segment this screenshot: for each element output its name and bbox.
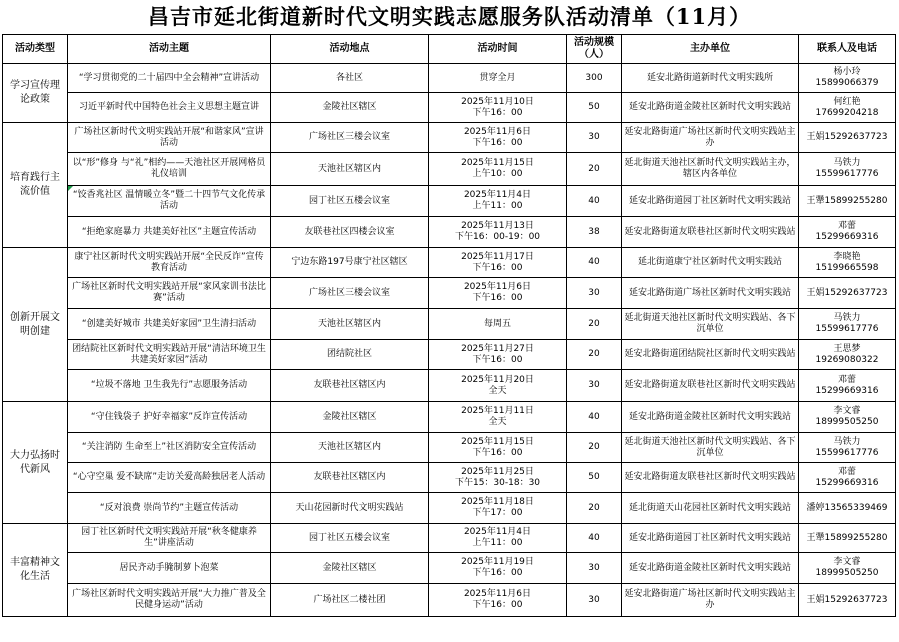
time-line: 下午16：00 [472, 447, 523, 458]
topic-cell: “关注消防 生命至上”社区消防安全宣传活动 [68, 433, 271, 463]
table-row [3, 433, 896, 463]
host-cell: 延安北路街道友联巷社区新时代文明实践站 [622, 370, 799, 402]
table-row [3, 123, 896, 153]
contact-line: 15599617776 [815, 169, 879, 179]
category-cell: 大力弘扬时代新风 [3, 402, 68, 524]
time-line: 全天 [488, 417, 507, 427]
table-row [3, 186, 896, 217]
contact-line: 李文睿 [833, 557, 861, 567]
time-line: 2025年11月4日 [463, 527, 532, 537]
time-line: 贯穿全月 [479, 72, 516, 83]
location-cell: 园丁社区五楼会议室 [271, 186, 429, 217]
time-line: 2025年11月6日 [463, 589, 532, 599]
time-line: 下午15：30-18：30 [454, 477, 541, 488]
time-cell [429, 584, 567, 617]
host-cell: 延安北路街道金陵社区新时代文明实践站 [622, 553, 799, 584]
host-cell: 延北街道天山花园社区新时代文明实践站 [622, 493, 799, 524]
contact-line: 17699204218 [815, 107, 879, 118]
time-cell [429, 402, 567, 433]
scale-cell: 20 [567, 309, 622, 340]
contact-cell [799, 433, 896, 463]
scale-cell: 40 [567, 248, 622, 278]
header-category: 活动类型 [3, 35, 68, 64]
contact-line: 马铁力 [833, 158, 861, 168]
topic-cell: “反对浪费 崇尚节约”主题宣传活动 [68, 493, 271, 524]
table-row [3, 524, 896, 553]
contact-cell [799, 123, 896, 153]
table-row [3, 217, 896, 248]
time-line: 上午11：00 [472, 538, 523, 548]
time-line: 下午16：00 [472, 293, 523, 303]
host-cell: 延北街道天池社区新时代文明实践站、各下沉单位 [622, 433, 799, 463]
time-line: 下午16：00 [472, 137, 523, 148]
topic-cell: 团结院社区新时代文明实践站开展“清洁环境卫生 共建美好家园”活动 [68, 340, 271, 370]
contact-cell [799, 493, 896, 524]
time-cell [429, 217, 567, 248]
topic-cell: 园丁社区新时代文明实践站开展“秋冬健康养生”讲座活动 [68, 524, 271, 553]
scale-cell: 38 [567, 217, 622, 248]
time-line: 下午17：00 [472, 508, 523, 518]
category-cell: 创新开展文明创建 [3, 248, 68, 402]
time-line: 2025年11月11日 [461, 406, 534, 416]
host-cell: 延安北路街道友联巷社区新时代文明实践站 [622, 463, 799, 493]
scale-cell: 20 [567, 493, 622, 524]
contact-line: 15599617776 [815, 324, 879, 334]
location-cell: 天池社区辖区内 [271, 433, 429, 463]
contact-line: 李晓艳 [833, 251, 861, 262]
header-time: 活动时间 [429, 35, 567, 64]
host-cell: 延安北路街道广场社区新时代文明实践站主办 [622, 123, 799, 153]
host-cell: 延安北路街道团结院社区新时代文明实践站 [622, 340, 799, 370]
host-cell: 延北街道天池社区新时代文明实践站、各下沉单位 [622, 309, 799, 340]
location-cell: 园丁社区五楼会议室 [271, 524, 429, 553]
scale-cell: 40 [567, 524, 622, 553]
contact-cell [799, 553, 896, 584]
location-cell: 金陵社区辖区 [271, 402, 429, 433]
contact-cell [799, 402, 896, 433]
activity-rows [3, 64, 896, 617]
scale-cell: 20 [567, 433, 622, 463]
contact-cell [799, 340, 896, 370]
time-cell [429, 123, 567, 153]
scale-cell: 20 [567, 340, 622, 370]
time-line: 下午16：00 [472, 107, 523, 118]
contact-line: 马铁力 [833, 313, 861, 323]
contact-line: 马铁力 [833, 436, 861, 447]
time-line: 2025年11月15日 [461, 436, 534, 447]
contact-line: 李文睿 [833, 406, 861, 416]
table-row [3, 248, 896, 278]
time-cell [429, 463, 567, 493]
scale-cell: 300 [567, 64, 622, 93]
table-row [3, 64, 896, 93]
contact-line: 15299669316 [815, 232, 879, 242]
contact-cell [799, 64, 896, 93]
scale-cell: 20 [567, 153, 622, 186]
header-contact: 联系人及电话 [799, 35, 896, 64]
table-row [3, 93, 896, 123]
category-cell: 培育践行主流价值 [3, 123, 68, 248]
time-cell [429, 370, 567, 402]
host-cell: 延安北路街道广场社区新时代文明实践站主办 [622, 584, 799, 617]
time-cell [429, 553, 567, 584]
scale-cell: 30 [567, 123, 622, 153]
host-cell: 延北街道天池社区新时代文明实践站主办，辖区内各单位 [622, 153, 799, 186]
topic-cell: 广场社区新时代文明实践站开展“和谐家风”宣讲活动 [68, 123, 271, 153]
table-row [3, 493, 896, 524]
time-cell [429, 64, 567, 93]
scale-cell: 30 [567, 584, 622, 617]
topic-cell: 广场社区新时代文明实践站开展“大力推广普及全民健身运动”活动 [68, 584, 271, 617]
time-cell [429, 309, 567, 340]
host-cell: 延安北路街道园丁社区新时代文明实践站 [622, 524, 799, 553]
time-line: 2025年11月6日 [463, 282, 532, 292]
contact-line: 王犟15899255280 [806, 195, 888, 206]
host-cell: 延安北路街道友联巷社区新时代文明实践站 [622, 217, 799, 248]
time-line: 2025年11月4日 [463, 190, 532, 200]
host-cell: 延安北路街道金陵社区新时代文明实践站 [622, 402, 799, 433]
contact-line: 王犟15899255280 [806, 532, 888, 543]
contact-line: 18999505250 [815, 417, 879, 427]
scale-cell: 30 [567, 370, 622, 402]
table-row [3, 553, 896, 584]
contact-line: 15599617776 [815, 447, 879, 458]
contact-line: 15899066379 [815, 78, 879, 88]
location-cell: 广场社区二楼社团 [271, 584, 429, 617]
contact-line: 19269080322 [815, 354, 879, 365]
time-line: 上午10：00 [472, 169, 523, 179]
contact-line: 王娟15292637723 [806, 132, 888, 142]
time-line: 2025年11月15日 [461, 158, 534, 168]
location-cell: 各社区 [271, 64, 429, 93]
time-cell [429, 186, 567, 217]
topic-cell: 习近平新时代中国特色社会主义思想主题宣讲 [68, 93, 271, 123]
contact-cell [799, 463, 896, 493]
time-line: 2025年11月6日 [463, 126, 532, 137]
topic-cell: “守住钱袋子 护好幸福家”反诈宣传活动 [68, 402, 271, 433]
table-row [3, 370, 896, 402]
host-cell: 延安北路街道园丁社区新时代文明实践站 [622, 186, 799, 217]
time-cell [429, 248, 567, 278]
time-cell [429, 153, 567, 186]
table-row [3, 278, 896, 309]
contact-cell [799, 248, 896, 278]
time-line: 2025年11月10日 [461, 96, 534, 107]
time-cell [429, 278, 567, 309]
time-line: 2025年11月20日 [461, 374, 534, 385]
time-line: 下午16：00 [472, 600, 523, 610]
time-cell [429, 493, 567, 524]
location-cell: 金陵社区辖区 [271, 553, 429, 584]
time-line: 全天 [488, 385, 507, 396]
header-topic: 活动主题 [68, 35, 271, 64]
contact-cell [799, 217, 896, 248]
location-cell: 天池社区辖区内 [271, 309, 429, 340]
time-line: 下午16：00 [472, 568, 523, 578]
scale-cell: 30 [567, 278, 622, 309]
contact-line: 杨小玲 [833, 67, 861, 77]
time-cell [429, 340, 567, 370]
table-row [3, 584, 896, 617]
host-cell: 延安北路街道新时代文明实践所 [622, 64, 799, 93]
category-cell: 学习宣传理论政策 [3, 64, 68, 123]
scale-cell: 40 [567, 186, 622, 217]
contact-cell [799, 278, 896, 309]
time-line: 2025年11月19日 [461, 557, 534, 567]
topic-cell: 康宁社区新时代文明实践站开展“全民反诈”宣传教育活动 [68, 248, 271, 278]
location-cell: 金陵社区辖区 [271, 93, 429, 123]
topic-cell: “创建美好城市 共建美好家园”卫生清扫活动 [68, 309, 271, 340]
topic-cell: “垃圾不落地 卫生我先行”志愿服务活动 [68, 370, 271, 402]
location-cell: 宁边东路197号康宁社区辖区 [271, 248, 429, 278]
contact-line: 18999505250 [815, 568, 879, 578]
time-line: 下午16：00 [472, 262, 523, 273]
header-scale: 活动规模（人） [567, 35, 622, 64]
contact-line: 邓蕾 [837, 221, 856, 231]
topic-cell: 居民齐动手腌制萝卜泡菜 [68, 553, 271, 584]
contact-line: 王娟15292637723 [806, 594, 888, 605]
location-cell: 广场社区三楼会议室 [271, 278, 429, 309]
host-cell: 延安北路街道金陵社区新时代文明实践站 [622, 93, 799, 123]
topic-cell: “拒绝家庭暴力 共建美好社区”主题宣传活动 [68, 217, 271, 248]
scale-cell: 30 [567, 553, 622, 584]
time-cell [429, 524, 567, 553]
time-line: 上午11：00 [472, 201, 523, 211]
table-row [3, 402, 896, 433]
location-cell: 天池社区辖区内 [271, 153, 429, 186]
contact-cell [799, 93, 896, 123]
location-cell: 团结院社区 [271, 340, 429, 370]
contact-cell [799, 584, 896, 617]
contact-line: 王娟15292637723 [806, 287, 888, 298]
time-cell [429, 93, 567, 123]
contact-cell [799, 186, 896, 217]
time-line: 2025年11月13日 [461, 221, 534, 231]
contact-line: 15299669316 [815, 385, 879, 396]
time-line: 每周五 [483, 318, 511, 329]
header-row [3, 35, 896, 64]
contact-line: 15299669316 [815, 477, 879, 488]
time-line: 下午16：00-19：00 [454, 232, 541, 242]
location-cell: 友联巷社区辖区内 [271, 370, 429, 402]
location-cell: 友联巷社区辖区内 [271, 463, 429, 493]
contact-line: 邓蕾 [837, 374, 856, 385]
header-location: 活动地点 [271, 35, 429, 64]
table-row [3, 463, 896, 493]
sheet-title: 昌吉市延北街道新时代文明实践志愿服务队活动清单（11月） [147, 4, 752, 29]
table-row [3, 153, 896, 186]
contact-line: 何红艳 [833, 96, 861, 107]
contact-cell [799, 370, 896, 402]
table-row [3, 309, 896, 340]
host-cell: 延北街道康宁社区新时代文明实践站 [622, 248, 799, 278]
scale-cell: 50 [567, 463, 622, 493]
time-cell [429, 433, 567, 463]
topic-cell: 广场社区新时代文明实践站开展“家风家训书法比赛”活动 [68, 278, 271, 309]
table-row [3, 340, 896, 370]
scale-cell: 50 [567, 93, 622, 123]
contact-line: 王思梦 [833, 343, 861, 354]
time-line: 2025年11月17日 [461, 251, 534, 262]
time-line: 下午16：00 [472, 354, 523, 365]
contact-cell [799, 153, 896, 186]
location-cell: 广场社区三楼会议室 [271, 123, 429, 153]
contact-line: 邓蕾 [837, 466, 856, 477]
category-cell: 丰富精神文化生活 [3, 524, 68, 617]
activity-table [2, 34, 896, 617]
location-cell: 天山花园新时代文明实践站 [271, 493, 429, 524]
topic-cell: 以“形”修身 与“礼”相约——天池社区开展网格员礼仪培训 [68, 153, 271, 186]
contact-line: 潘婷13565339469 [806, 502, 888, 513]
scale-cell: 40 [567, 402, 622, 433]
time-line: 2025年11月18日 [461, 497, 534, 507]
time-line: 2025年11月25日 [461, 466, 534, 477]
contact-line: 15199665598 [815, 262, 879, 273]
topic-cell: “学习贯彻党的二十届四中全会精神”宣讲活动 [68, 64, 271, 93]
host-cell: 延安北路街道广场社区新时代文明实践站 [622, 278, 799, 309]
contact-cell [799, 524, 896, 553]
time-line: 2025年11月27日 [461, 343, 534, 354]
topic-cell: “心守空巢 爱不缺席”走访关爱高龄独居老人活动 [68, 463, 271, 493]
topic-cell: “饺香兆社区 温情暖立冬”暨二十四节气文化传承活动 [68, 186, 271, 217]
contact-cell [799, 309, 896, 340]
header-host: 主办单位 [622, 35, 799, 64]
location-cell: 友联巷社区四楼会议室 [271, 217, 429, 248]
